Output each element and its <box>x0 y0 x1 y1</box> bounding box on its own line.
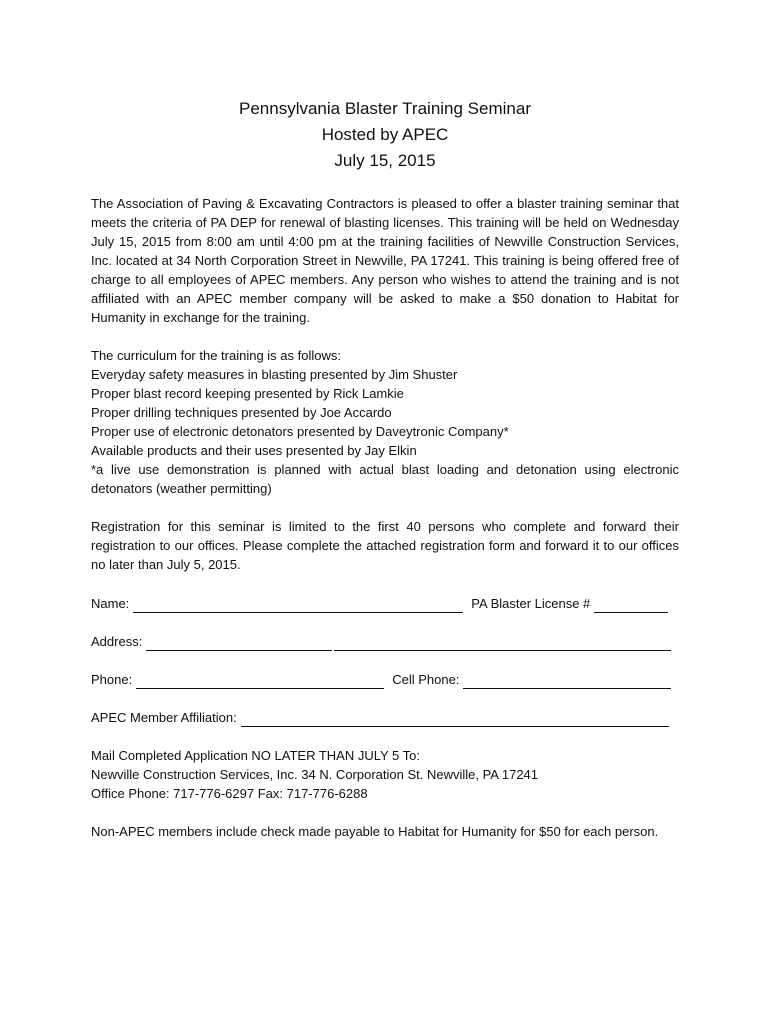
address-field-line-1[interactable] <box>146 636 332 651</box>
address-row <box>91 632 679 651</box>
title-line-date: July 15, 2015 <box>334 151 436 170</box>
intro-paragraph: The Association of Paving & Excavating Contractors is pleased to offer a blaster training seminar that meets the criteria of PA DEP for renewal of blasting licenses. This training will be held on Wednesday July 15, 2015 from 8:00 am until 4:00 pm at the training facilities of Newville Construction Services, Inc. located at 34 North Corporation Street in Newville, PA 17241. This training is being offered free of charge to all employees of APEC members. Any person who wishes to attend the training and is not affiliated with an APEC member company will be asked to make a $50 donation to Habitat for Humanity in exchange for the training. <box>91 196 679 325</box>
nonmember-note: Non-APEC members include check made payable to Habitat for Humanity for $50 for each person. <box>91 824 659 839</box>
name-label: Name: <box>91 596 130 611</box>
mailing-instructions <box>91 746 679 803</box>
phone-label: Phone: <box>91 672 133 687</box>
cell-phone-field-line[interactable] <box>463 674 671 689</box>
curriculum-item: Proper blast record keeping presented by Rick Lamkie <box>91 386 404 401</box>
registration-paragraph: Registration for this seminar is limited to the first 40 persons who complete and forward their registration to our offices. Please complete the attached registration form and forward it to our offices no later than July 5, 2015. <box>91 519 679 572</box>
document-title <box>91 96 679 174</box>
cell-phone-label: Cell Phone: <box>392 672 460 687</box>
curriculum-item: Proper use of electronic detonators presented by Daveytronic Company* <box>91 424 509 439</box>
name-row <box>91 594 679 613</box>
license-label: PA Blaster License # <box>471 596 591 611</box>
phone-row <box>91 670 679 689</box>
curriculum-item: Proper drilling techniques presented by Joe Accardo <box>91 405 392 420</box>
curriculum-item: Available products and their uses presented by Jay Elkin <box>91 443 417 458</box>
title-line-seminar: Pennsylvania Blaster Training Seminar <box>239 99 531 118</box>
license-field-line[interactable] <box>594 598 668 613</box>
mail-deadline: Mail Completed Application NO LATER THAN JULY 5 To: <box>91 748 420 763</box>
mail-contact: Office Phone: 717-776-6297 Fax: 717-776-6288 <box>91 786 368 801</box>
affiliation-field-line[interactable] <box>241 712 669 727</box>
affiliation-label: APEC Member Affiliation: <box>91 710 237 725</box>
title-line-host: Hosted by APEC <box>321 125 449 144</box>
address-label: Address: <box>91 634 143 649</box>
address-field-line-2[interactable] <box>334 636 671 651</box>
curriculum-note: *a live use demonstration is planned with actual blast loading and detonation using electronic detonators (weather permitting) <box>91 462 679 496</box>
curriculum-item: Everyday safety measures in blasting presented by Jim Shuster <box>91 367 458 382</box>
curriculum-section <box>91 346 679 498</box>
affiliation-row <box>91 708 679 727</box>
curriculum-heading: The curriculum for the training is as follows: <box>91 348 341 363</box>
phone-field-line[interactable] <box>136 674 384 689</box>
document-page <box>91 96 679 841</box>
mail-address: Newville Construction Services, Inc. 34 N. Corporation St. Newville, PA 17241 <box>91 767 539 782</box>
name-field-line[interactable] <box>133 598 463 613</box>
